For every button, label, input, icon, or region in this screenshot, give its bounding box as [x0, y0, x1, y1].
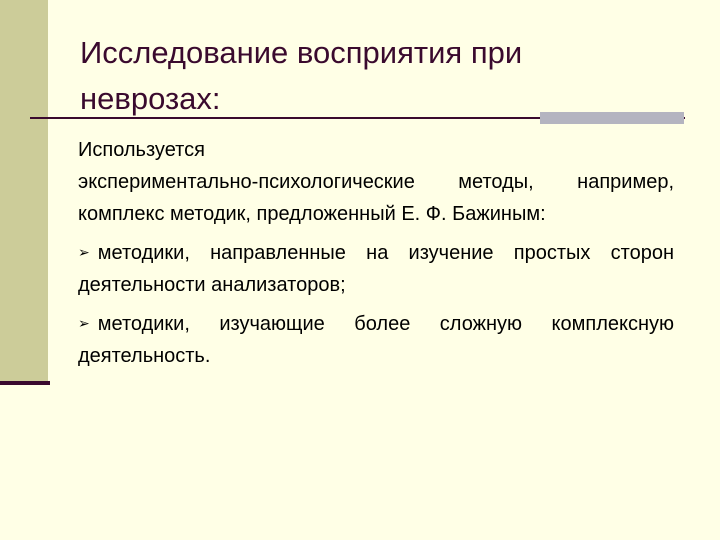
arrowhead-bullet-icon: ➢ — [78, 315, 90, 331]
arrowhead-bullet-icon: ➢ — [78, 244, 90, 260]
slide-title: Исследование восприятия при неврозах: — [80, 35, 523, 116]
list-item-text: методики, направленные на изучение простых сторон деятельности анализаторов; — [78, 242, 674, 296]
list-item — [78, 236, 674, 301]
intro-text: экспериментально-психологические методы, например, комплекс методик, предложенный Е. Ф. Бажиным: — [78, 171, 674, 225]
left-accent-underline — [0, 381, 50, 385]
slide-body — [78, 134, 674, 378]
title-divider-block — [540, 112, 684, 124]
left-accent-bar — [0, 0, 48, 381]
intro-paragraph — [78, 134, 674, 230]
list-item — [78, 307, 674, 372]
intro-line-1: Используется — [78, 139, 205, 161]
list-item-text: методики, изучающие более сложную комплексную деятельность. — [78, 313, 674, 367]
